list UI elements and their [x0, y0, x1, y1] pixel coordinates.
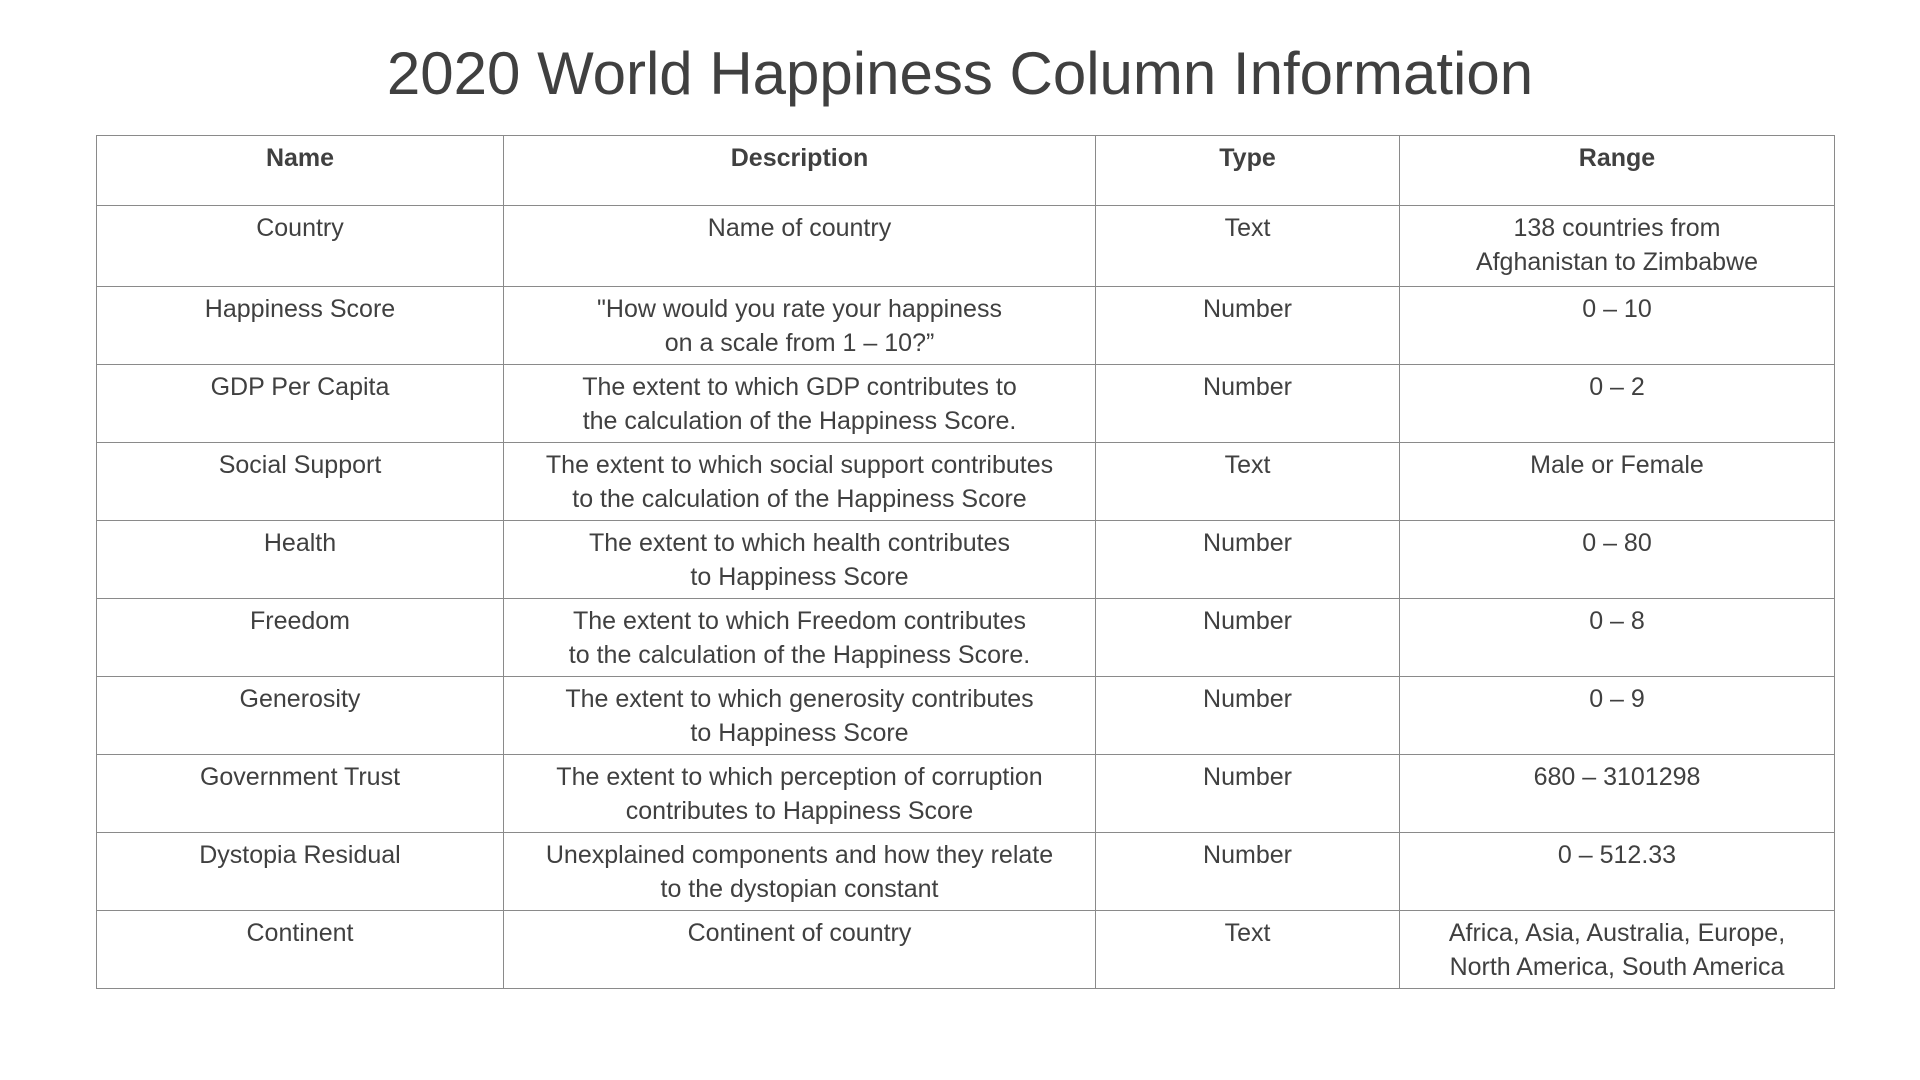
column-info-table [96, 135, 1835, 989]
cell-description: Name of country [504, 206, 1096, 287]
table-row [97, 755, 1835, 833]
cell-description: "How would you rate your happiness on a scale from 1 – 10?” [504, 287, 1096, 365]
table-row [97, 911, 1835, 989]
cell-name: Generosity [97, 677, 504, 755]
header-description: Description [504, 136, 1096, 206]
cell-name: Happiness Score [97, 287, 504, 365]
cell-type: Number [1096, 365, 1400, 443]
table-row [97, 287, 1835, 365]
cell-range: 0 – 512.33 [1400, 833, 1835, 911]
table-row [97, 833, 1835, 911]
cell-type: Text [1096, 206, 1400, 287]
cell-range: 0 – 80 [1400, 521, 1835, 599]
cell-type: Number [1096, 287, 1400, 365]
cell-description: The extent to which social support contributes to the calculation of the Happiness Score [504, 443, 1096, 521]
table-row [97, 443, 1835, 521]
cell-description: Unexplained components and how they relate to the dystopian constant [504, 833, 1096, 911]
cell-range: Male or Female [1400, 443, 1835, 521]
table-row [97, 677, 1835, 755]
cell-range: 0 – 8 [1400, 599, 1835, 677]
cell-description: The extent to which Freedom contributes to the calculation of the Happiness Score. [504, 599, 1096, 677]
cell-name: Government Trust [97, 755, 504, 833]
cell-range: Africa, Asia, Australia, Europe, North America, South America [1400, 911, 1835, 989]
cell-description: Continent of country [504, 911, 1096, 989]
header-range: Range [1400, 136, 1835, 206]
cell-name: Health [97, 521, 504, 599]
table-row [97, 521, 1835, 599]
cell-name: GDP Per Capita [97, 365, 504, 443]
cell-type: Text [1096, 911, 1400, 989]
table-row [97, 206, 1835, 287]
cell-name: Dystopia Residual [97, 833, 504, 911]
cell-range: 680 – 3101298 [1400, 755, 1835, 833]
cell-type: Number [1096, 833, 1400, 911]
page-title: 2020 World Happiness Column Information [386, 40, 1534, 107]
cell-description: The extent to which generosity contributes to Happiness Score [504, 677, 1096, 755]
table-row [97, 365, 1835, 443]
cell-description: The extent to which GDP contributes to the calculation of the Happiness Score. [504, 365, 1096, 443]
cell-description: The extent to which health contributes to Happiness Score [504, 521, 1096, 599]
cell-type: Number [1096, 599, 1400, 677]
cell-name: Social Support [97, 443, 504, 521]
cell-name: Freedom [97, 599, 504, 677]
cell-type: Number [1096, 755, 1400, 833]
cell-name: Country [97, 206, 504, 287]
table-row [97, 599, 1835, 677]
cell-range: 0 – 9 [1400, 677, 1835, 755]
cell-range: 0 – 2 [1400, 365, 1835, 443]
cell-type: Number [1096, 677, 1400, 755]
header-type: Type [1096, 136, 1400, 206]
cell-description: The extent to which perception of corruption contributes to Happiness Score [504, 755, 1096, 833]
table-header-row [97, 136, 1835, 206]
header-name: Name [97, 136, 504, 206]
cell-range: 0 – 10 [1400, 287, 1835, 365]
cell-range: 138 countries from Afghanistan to Zimbabwe [1400, 206, 1835, 287]
cell-type: Text [1096, 443, 1400, 521]
cell-name: Continent [97, 911, 504, 989]
cell-type: Number [1096, 521, 1400, 599]
